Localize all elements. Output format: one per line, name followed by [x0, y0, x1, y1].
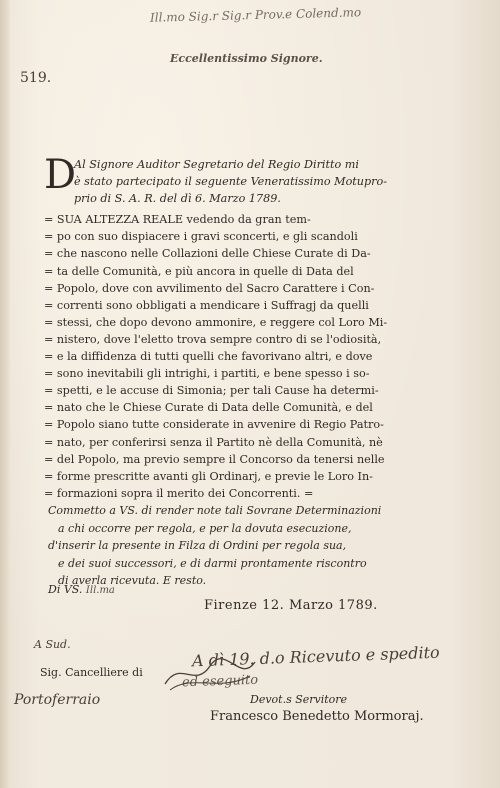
letter-body — [44, 152, 444, 502]
commission-line: a chi occorre per regola, e per la dovuta esecuzione, — [58, 521, 352, 535]
decree-line: = po con suo dispiacere i gravi sconcerti, e gli scandoli — [44, 230, 358, 244]
commission-paragraph — [48, 502, 448, 590]
decree-line: = che nascono nelle Collazioni delle Chiese Curate di Da- — [44, 247, 371, 261]
handwritten-receipt-note: A dì 19. d.o Ricevuto e spedito — [191, 642, 440, 671]
servant-closing: Devot.s Servitore — [250, 693, 348, 706]
handwritten-header-note: Ill.mo Sig.r Sig.r Prov.e Colend.mo — [149, 5, 362, 25]
handwritten-place: Portoferraio — [14, 692, 101, 708]
decree-line: = nistero, dove l'eletto trova sempre contro di se l'odiosità, — [44, 332, 382, 346]
decree-line: = spetti, e le accuse di Simonia; per tali Cause ha determi- — [44, 384, 379, 398]
recipient-title: Sig. Cancelliere di — [40, 666, 143, 679]
handwritten-receipt-note-2: ed eseguito — [181, 672, 259, 691]
commission-line: d'inserir la presente in Filza di Ordini per regola sua, — [48, 539, 347, 552]
date-line: Firenze 12. Marzo 1789. — [204, 598, 378, 613]
decree-line: = formazioni sopra il merito dei Concorrenti. = — [44, 486, 314, 500]
intro-line: è stato partecipato il seguente Veneratissimo Motupro- — [74, 175, 388, 189]
decree-line: = nato, per conferirsi senza il Partito nè della Comunità, nè — [44, 435, 383, 449]
intro-paragraph — [44, 152, 444, 207]
commission-line: di averla ricevuta. E resto. — [58, 574, 207, 587]
commission-line: e dei suoi successori, e di darmi prontamente riscontro — [58, 556, 367, 570]
intro-line: prio di S. A. R. del dì 6. Marzo 1789. — [74, 192, 281, 206]
signature-name: Francesco Benedetto Mormoraj. — [210, 709, 424, 724]
handwritten-address: A Sud. — [34, 638, 71, 651]
closing-handwritten: Ill.ma — [85, 585, 115, 596]
commission-line: Commetto a VS. di render note tali Sovrane Determinazioni — [48, 504, 382, 517]
drop-cap: D — [44, 152, 77, 198]
intro-line: Al Signore Auditor Segretario del Regio Diritto mi — [74, 158, 359, 171]
closing-prefix: Di VS. — [48, 583, 83, 596]
decree-line: = nato che le Chiese Curate di Data delle Comunità, e del — [44, 401, 373, 415]
decree-text — [44, 211, 444, 502]
decree-line: = Popolo siano tutte considerate in avvenire di Regio Patro- — [44, 418, 384, 432]
decree-line: = SUA ALTEZZA REALE vedendo da gran tem- — [44, 213, 311, 227]
decree-line: = del Popolo, ma previo sempre il Concorso da tenersi nelle — [44, 452, 385, 466]
decree-line: = sono inevitabili gli intrighi, i partiti, e bene spesso i so- — [44, 367, 370, 381]
page-edge — [0, 0, 10, 788]
closing-formula — [48, 583, 115, 596]
salutation: Eccellentissimo Signore. — [170, 52, 323, 65]
decree-line: = ta delle Comunità, e più ancora in quelle di Data del — [44, 264, 354, 278]
decree-line: = correnti sono obbligati a mendicare i Suffragj da quelli — [44, 298, 369, 312]
decree-line: = e la diffidenza di tutti quelli che favorivano altri, e dove — [44, 350, 373, 364]
decree-line: = forme prescritte avanti gli Ordinarj, e previe le Loro In- — [44, 469, 373, 483]
decree-line: = stessi, che dopo devono ammonire, e reggere col Loro Mi- — [44, 315, 388, 329]
decree-line: = Popolo, dove con avvilimento del Sacro Carattere i Con- — [44, 281, 375, 295]
page-number: 519. — [20, 70, 52, 86]
